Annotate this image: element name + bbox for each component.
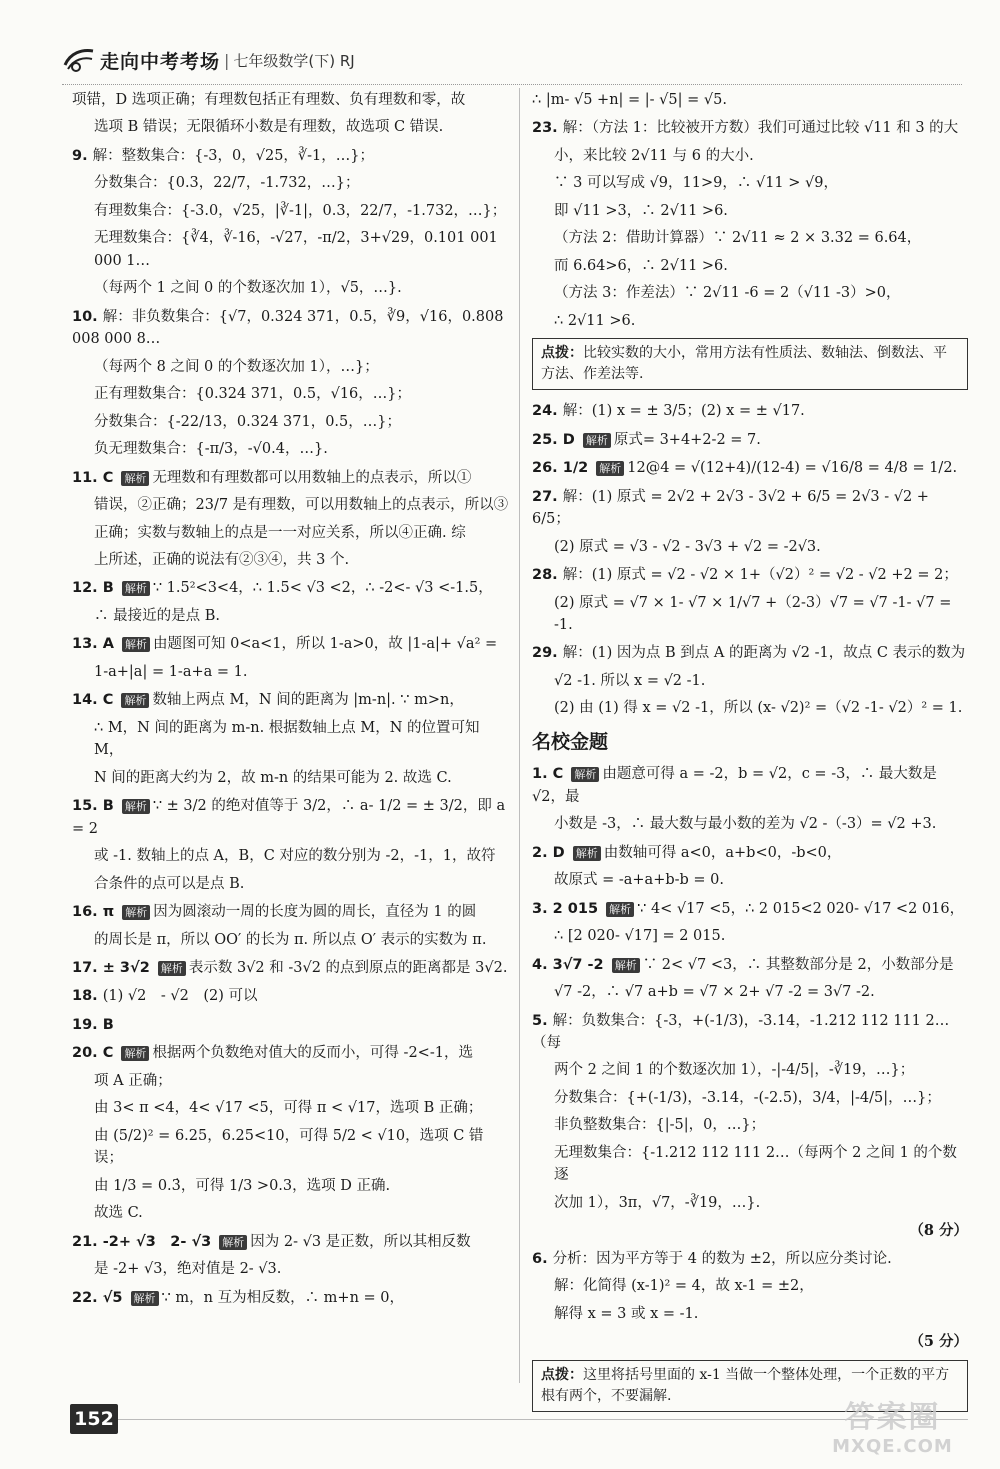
analysis-tag: 解析 xyxy=(596,461,624,476)
question-number: 3. 2 015 xyxy=(532,900,604,917)
answer-item xyxy=(72,467,512,572)
answer-text: 根据两个负数绝对值大的反而小，可得 -2<-1，选 xyxy=(152,1045,473,1062)
question-number: 25. D xyxy=(532,431,580,448)
answer-text: ∵ 4< √17 <5，∴ 2 015<2 020- √17 <2 016， xyxy=(637,900,965,917)
answer-line: √7 -2，∴ √7 a+b = √7 × 2+ √7 -2 = 3√7 -2. xyxy=(554,984,875,1001)
question-number: 10. xyxy=(72,308,103,325)
answer-item xyxy=(532,429,968,451)
answer-text: ∵ 1.5²<3<4，∴ 1.5< √3 <2，∴ -2<- √3 <-1.5， xyxy=(152,580,493,597)
answer-text: 由题图可知 0<a<1，所以 1-a>0，故 |1-a|+ √a² = xyxy=(153,636,498,653)
answer-text: 解：(1) 原式 = 2√2 + 2√3 - 3√2 + 6/5 = 2√3 - √2 + 6/5； xyxy=(532,488,929,528)
answer-item xyxy=(532,642,968,719)
question-number: 2. D xyxy=(532,844,570,861)
answer-text: 解：(1) 原式 = √2 - √2 × 1+（√2）² = √2 - √2 +2 = 2； xyxy=(562,567,958,584)
analysis-tag: 解析 xyxy=(573,846,601,861)
question-number: 21. -2+ √3 2- √3 xyxy=(72,1233,217,1250)
answer-text: (1) √2 - √2 (2) 可以 xyxy=(102,988,258,1005)
question-number: 26. 1/2 xyxy=(532,460,594,477)
answer-item xyxy=(532,763,968,835)
brand-name: 走向中考考场 xyxy=(100,50,221,73)
score-line xyxy=(532,1331,968,1353)
answer-item xyxy=(72,1287,512,1309)
answer-item xyxy=(72,957,512,979)
analysis-tag: 解析 xyxy=(121,471,149,486)
tip-box xyxy=(532,338,968,390)
answer-line: 合条件的点可以是点 B. xyxy=(94,875,245,892)
answer-line: 项 A 正确； xyxy=(94,1072,172,1089)
answer-text: 因为圆滚动一周的长度为圆的周长，直径为 1 的圆 xyxy=(153,904,477,921)
answer-item xyxy=(72,1014,512,1036)
answer-line: 正有理数集合：{0.324 371，0.5，√16，…}； xyxy=(94,386,411,403)
answer-text: ∴ |m- √5 +n| = |- √5| = √5. xyxy=(532,92,727,108)
answer-text: 解：整数集合：{-3，0，√25，∛-1，…}； xyxy=(92,147,375,164)
answer-item xyxy=(532,842,968,892)
answer-line: ∴ 最接近的是点 B. xyxy=(94,607,220,624)
answer-text: 项错，D 选项正确；有理数包括正有理数、负有理数和零，故 xyxy=(72,92,466,108)
answer-line: 或 -1. 数轴上的点 A，B，C 对应的数分别为 -2，-1，1，故符 xyxy=(94,848,496,865)
question-number: 18. xyxy=(72,988,103,1005)
question-number: 19. B xyxy=(72,1016,114,1033)
answer-text: ∵ m，n 互为相反数，∴ m+n = 0， xyxy=(161,1289,405,1306)
answer-text: 由题意可得 a = -2，b = √2，c = -3，∴ 最大数是 √2，最 xyxy=(532,766,937,805)
answer-line xyxy=(532,429,968,451)
answer-item xyxy=(72,145,512,300)
analysis-tag: 解析 xyxy=(571,767,599,782)
answer-line xyxy=(72,1287,512,1309)
answer-item xyxy=(532,954,968,1004)
header-rule xyxy=(62,84,962,85)
question-number: 6. xyxy=(532,1250,553,1267)
book-logo-icon xyxy=(62,45,96,75)
answer-line: 错误，②正确；23/7 是有理数，可以用数轴上的点表示，所以③ xyxy=(94,497,509,514)
question-number: 12. B xyxy=(72,580,119,597)
answer-line: 负无理数集合：{-π/3，-√0.4，…}. xyxy=(94,441,328,458)
answer-line: ∵ 3 可以写成 √9，11>9，∴ √11 > √9， xyxy=(554,175,838,192)
question-number: 16. π xyxy=(72,904,120,921)
header-separator: | xyxy=(224,50,230,70)
answer-line: 是 -2+ √3，绝对值是 2- √3. xyxy=(94,1261,282,1278)
answer-item xyxy=(532,564,968,636)
question-number: 9. xyxy=(72,147,93,164)
answer-text: 由数轴可得 a<0，a+b<0，-b<0， xyxy=(603,844,842,861)
answer-line: ∴ M，N 间的距离为 m-n. 根据数轴上点 M，N 的位置可知 M， xyxy=(94,719,480,759)
answer-text: 原式= 3+4+2-2 = 7. xyxy=(613,431,761,448)
answer-line: 选项 B 错误；无限循环小数是有理数，故选项 C 错误. xyxy=(94,119,444,136)
question-number: 15. B xyxy=(72,798,119,815)
analysis-tag: 解析 xyxy=(122,581,150,596)
answer-line xyxy=(532,898,968,920)
question-number: 28. xyxy=(532,567,563,584)
answer-line: 无理数集合：{∛4，∛-16，-√27，-π/2，3+√29，0.101 001 000 1… xyxy=(94,230,498,269)
answer-line xyxy=(72,1042,512,1064)
answer-item xyxy=(72,985,512,1007)
analysis-tag: 解析 xyxy=(122,905,150,920)
answer-text: 解：负数集合：{-3，+(-1/3)，-3.14，-1.212 112 111 2…（每 xyxy=(532,1012,950,1051)
answer-line: ∴ 2√11 >6. xyxy=(554,312,636,329)
answer-line xyxy=(72,689,512,711)
answer-line xyxy=(532,457,968,479)
answer-line: 解得 x = 3 或 x = -1. xyxy=(554,1305,699,1322)
score-line xyxy=(532,1220,968,1242)
tip-label: 点拨： xyxy=(541,1366,583,1383)
analysis-tag: 解析 xyxy=(219,1235,247,1250)
answer-line xyxy=(72,795,512,840)
answer-line xyxy=(532,400,968,422)
analysis-tag: 解析 xyxy=(606,902,634,917)
analysis-tag: 解析 xyxy=(131,1291,159,1306)
answer-item xyxy=(72,577,512,627)
analysis-tag: 解析 xyxy=(122,637,150,652)
tip-text: 比较实数的大小，常用方法有性质法、数轴法、倒数法、平方法、作差法等. xyxy=(541,345,947,383)
answer-line xyxy=(72,633,512,655)
answer-item xyxy=(72,689,512,789)
answer-line xyxy=(532,564,968,586)
answer-text: 解：（方法 1：比较被开方数）我们可通过比较 √11 和 3 的大 xyxy=(562,120,959,137)
answer-text: 解：非负数集合：{√7，0.324 371，0.5，∛9，√16，0.808 008 000 8… xyxy=(72,308,504,348)
answer-text: 解：(1) 因为点 B 到点 A 的距离为 √2 -1，故点 C 表示的数为 xyxy=(562,645,966,662)
answer-line: (2) 原式 = √3 - √2 - 3√3 + √2 = -2√3. xyxy=(554,538,821,555)
answer-item xyxy=(532,457,968,479)
answer-line: 解：化简得 (x-1)² = 4，故 x-1 = ±2， xyxy=(554,1278,814,1295)
answer-item xyxy=(532,117,968,332)
answer-line: (2) 原式 = √7 × 1- √7 × 1/√7 +（2-3）√7 = √7 -1- √7 = -1. xyxy=(554,594,952,633)
question-number: 11. C xyxy=(72,469,119,486)
answer-line: （方法 3：作差法）∵ 2√11 -6 = 2（√11 -3）>0， xyxy=(554,285,901,302)
answer-line xyxy=(72,901,512,923)
analysis-tag: 解析 xyxy=(158,961,186,976)
answer-line xyxy=(72,145,512,167)
answer-line xyxy=(532,642,968,664)
answer-line: ∴ [2 020- √17] = 2 015. xyxy=(554,928,726,945)
answer-line xyxy=(72,89,512,111)
answer-line: （每两个 8 之间 0 的个数逐次加 1），…}； xyxy=(94,358,379,375)
answer-item xyxy=(532,486,968,558)
answer-line xyxy=(72,467,512,489)
answer-item xyxy=(72,795,512,895)
answer-line: 小，来比较 2√11 与 6 的大小. xyxy=(554,147,754,164)
answer-line: 有理数集合：{-3.0，√25，|∛-1|，0.3，22/7，-1.732，…}； xyxy=(94,202,507,219)
answer-item xyxy=(72,1042,512,1224)
answer-text: 表示数 3√2 和 -3√2 的点到原点的距离都是 3√2. xyxy=(188,960,508,976)
answer-line: 分数集合：{+(-1/3)，-3.14，-(-2.5)，3/4，|-4/5|，…}； xyxy=(554,1089,941,1106)
page-number: 152 xyxy=(70,1404,118,1434)
answer-item xyxy=(532,1248,968,1325)
answer-text: ∵ ± 3/2 的绝对值等于 3/2，∴ a- 1/2 = ± 3/2，即 a = 2 xyxy=(72,798,506,837)
section-title: 名校金题 xyxy=(532,730,609,753)
tip-label: 点拨： xyxy=(541,345,583,362)
answer-line: 次加 1），3π，√7，-∛19，…}. xyxy=(554,1194,761,1211)
answer-line: 由 (5/2)² = 6.25，6.25<10，可得 5/2 < √10，选项 C 错误； xyxy=(94,1127,484,1167)
question-number: 1. C xyxy=(532,766,569,783)
tip-text: 这里将括号里面的 x-1 当做一个整体处理，一个正数的平方根有两个，不要漏解. xyxy=(541,1366,950,1404)
answer-line: 由 3< π <4，4< √17 <5，可得 π < √17，选项 B 正确； xyxy=(94,1100,483,1117)
answer-item xyxy=(532,89,968,111)
answer-line xyxy=(72,957,512,979)
page-header xyxy=(62,40,962,80)
question-number: 20. C xyxy=(72,1045,119,1062)
answer-line xyxy=(532,1248,968,1270)
answer-item xyxy=(72,89,512,139)
answer-line: √2 -1. 所以 x = √2 -1. xyxy=(554,672,706,689)
answer-line: 的周长是 π，所以 OO′ 的长为 π. 所以点 O′ 表示的实数为 π. xyxy=(94,931,487,948)
answer-line xyxy=(72,1014,512,1036)
answer-line xyxy=(72,985,512,1007)
answer-item xyxy=(72,1231,512,1281)
subject-label: 七年级数学(下) RJ xyxy=(233,51,355,70)
answer-line: 两个 2 之间 1 的个数逐次加 1），-|-4/5|，-∛19，…}； xyxy=(554,1062,915,1079)
question-number: 29. xyxy=(532,645,563,662)
answer-text: 解：(1) x = ± 3/5；(2) x = ± √17. xyxy=(562,403,805,420)
watermark-url: MXQE.COM xyxy=(832,1436,953,1457)
column-divider xyxy=(519,88,520,1383)
answer-line: 正确；实数与数轴上的点是一一对应关系，所以④正确. 综 xyxy=(94,524,466,541)
analysis-tag: 解析 xyxy=(121,693,149,708)
answer-text: 无理数和有理数都可以用数轴上的点表示，所以① xyxy=(152,469,472,486)
answer-item xyxy=(532,400,968,422)
answer-item xyxy=(72,306,512,461)
answer-line: （每两个 1 之间 0 的个数逐次加 1），√5，…}. xyxy=(94,280,402,297)
score-label: （5 分） xyxy=(909,1333,968,1351)
answer-item xyxy=(72,901,512,951)
answer-item xyxy=(532,898,968,948)
question-number: 17. ± 3√2 xyxy=(72,960,155,976)
answer-text: 分析：因为平方等于 4 的数为 ±2，所以应分类讨论. xyxy=(552,1250,892,1267)
answer-line xyxy=(532,954,968,976)
answer-line xyxy=(532,89,968,111)
answer-line: 分数集合：{-22/13，0.324 371，0.5，…}； xyxy=(94,413,401,430)
analysis-tag: 解析 xyxy=(612,958,640,973)
left-answer-column xyxy=(72,88,512,1315)
analysis-tag: 解析 xyxy=(122,799,150,814)
question-number: 27. xyxy=(532,488,563,505)
answer-line: 上所述，正确的说法有②③④，共 3 个. xyxy=(94,551,350,568)
answer-line: 而 6.64>6，∴ 2√11 >6. xyxy=(554,257,728,274)
answer-line: N 间的距离大约为 2，故 m-n 的结果可能为 2. 故选 C. xyxy=(94,769,452,786)
analysis-tag: 解析 xyxy=(121,1046,149,1061)
analysis-tag: 解析 xyxy=(583,433,611,448)
answer-line: 即 √11 >3，∴ 2√11 >6. xyxy=(554,202,728,219)
answer-line: 故原式 = -a+a+b-b = 0. xyxy=(554,872,725,889)
answer-text: ∵ 2< √7 <3，∴ 其整数部分是 2，小数部分是 xyxy=(642,956,954,973)
question-number: 13. A xyxy=(72,636,120,653)
answer-line xyxy=(532,117,968,139)
question-number: 5. xyxy=(532,1012,553,1029)
answer-item xyxy=(532,1010,968,1215)
answer-line: 故选 C. xyxy=(94,1205,143,1222)
question-number: 24. xyxy=(532,403,563,420)
watermark-logo-text: 答案圈 xyxy=(844,1400,941,1435)
answer-line: 1-a+|a| = 1-a+a = 1. xyxy=(94,663,248,680)
answer-text: 数轴上两点 M，N 间的距离为 |m-n|. ∵ m>n， xyxy=(152,692,464,709)
answer-line xyxy=(532,486,968,531)
answer-line: （方法 2：借助计算器）∵ 2√11 ≈ 2 × 3.32 = 6.64， xyxy=(554,230,922,247)
answer-line: 由 1/3 = 0.3̇，可得 1/3 >0.3，选项 D 正确. xyxy=(94,1177,391,1194)
answer-line: 非负整数集合：{|-5|，0，…}； xyxy=(554,1117,766,1134)
answer-text: 因为 2- √3 是正数，所以其相反数 xyxy=(250,1233,471,1250)
answer-line: 无理数集合：{-1.212 112 111 2…（每两个 2 之间 1 的个数逐 xyxy=(554,1144,957,1184)
answer-line xyxy=(532,1010,968,1055)
answer-line xyxy=(532,763,968,808)
question-number: 22. √5 xyxy=(72,1289,128,1306)
answer-line: (2) 由 (1) 得 x = √2 -1，所以 (x- √2)² =（√2 -1- √2）² = 1. xyxy=(554,700,963,717)
watermark xyxy=(800,1392,985,1462)
score-label: （8 分） xyxy=(909,1222,968,1240)
answer-text: 12@4 = √(12+4)/(12-4) = √16/8 = 4/8 = 1/2. xyxy=(627,460,958,477)
answer-line: 小数是 -3，∴ 最大数与最小数的差为 √2 -（-3）= √2 +3. xyxy=(554,816,937,833)
answer-line: 分数集合：{0.3，22/7，-1.732，…}； xyxy=(94,175,360,192)
question-number: 4. 3√7 -2 xyxy=(532,956,609,973)
answer-line xyxy=(72,1231,512,1253)
question-number: 14. C xyxy=(72,692,119,709)
answer-line xyxy=(532,842,968,864)
question-number: 23. xyxy=(532,120,563,137)
answer-line xyxy=(72,306,512,351)
answer-item xyxy=(72,633,512,683)
right-answer-column xyxy=(532,88,968,1422)
answer-line xyxy=(72,577,512,599)
